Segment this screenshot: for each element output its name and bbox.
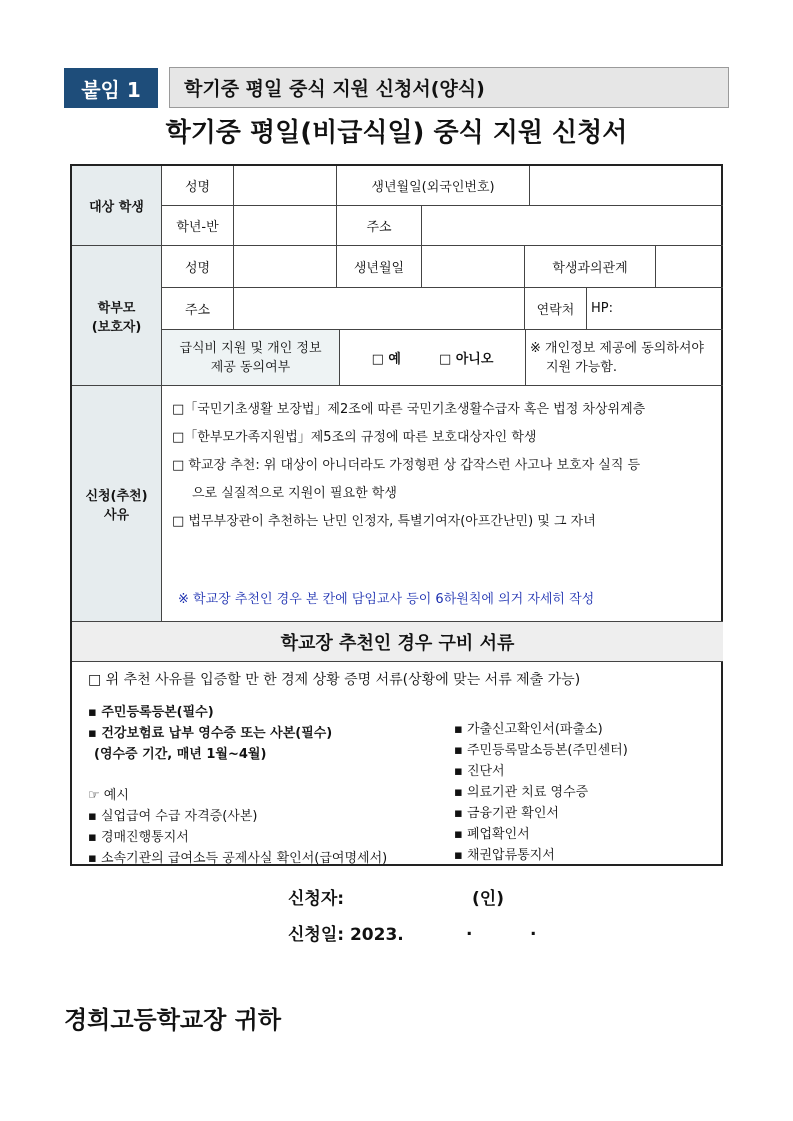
document-title: 학기중 평일(비급식일) 중식 지원 신청서 xyxy=(165,118,628,148)
applicant-label: 신청자: xyxy=(288,889,345,909)
reason-option-principal-recommend-cont: 으로 실질적으로 지원이 필요한 학생 xyxy=(192,486,397,501)
required-doc-note: (영수증 기간, 매년 1월~4월) xyxy=(94,747,267,762)
example-doc-item: ▪ 금융기관 확인서 xyxy=(454,806,559,821)
consent-options xyxy=(340,330,526,386)
reason-body[interactable] xyxy=(162,386,723,622)
student-birth-label: 생년월일(외국인번호) xyxy=(337,166,530,206)
consent-yes-checkbox[interactable]: □ 예 xyxy=(371,352,401,367)
date-month-dot: . xyxy=(466,920,473,940)
consent-note: ※ 개인정보 제공에 동의하셔야 지원 가능함. xyxy=(526,330,723,386)
example-doc-item: ▪ 주민등록말소등본(주민센터) xyxy=(454,743,628,758)
example-doc-item: ▪ 채권압류통지서 xyxy=(454,848,555,863)
guardian-birth-field[interactable] xyxy=(422,246,525,288)
student-name-label: 성명 xyxy=(162,166,234,206)
example-doc-item: ▪ 폐업확인서 xyxy=(454,827,530,842)
guardian-address-field[interactable] xyxy=(234,288,525,330)
reason-option-single-parent[interactable]: □「한부모가족지원법」제5조의 규정에 따른 보호대상자인 학생 xyxy=(172,430,537,445)
guardian-contact-label: 연락처 xyxy=(525,288,587,330)
application-form xyxy=(70,164,723,866)
example-doc-item: ▪ 소속기관의 급여소득 공제사실 확인서(급여명세서) xyxy=(88,851,388,866)
attachment-badge: 붙임 1 xyxy=(64,68,158,108)
required-doc-item: ▪ 건강보험료 납부 영수증 또는 사본(필수) xyxy=(88,726,333,741)
documents-intro: □ 위 추천 사유를 입증할 만 한 경제 상황 증명 서류(상황에 맞는 서류 제출 가능) xyxy=(88,672,581,688)
guardian-relation-label: 학생과의관계 xyxy=(525,246,656,288)
addressee: 경희고등학교장 귀하 xyxy=(64,1006,282,1034)
example-doc-item: ▪ 진단서 xyxy=(454,764,505,779)
documents-body xyxy=(88,670,718,691)
student-address-field[interactable] xyxy=(422,206,723,246)
reason-note: ※ 학교장 추천인 경우 본 칸에 담임교사 등이 6하원칙에 의거 자세히 작성 xyxy=(178,592,595,607)
reason-option-basic-livelihood[interactable]: □「국민기초생활 보장법」제2조에 따른 국민기초생활수급자 혹은 법정 차상위계층 xyxy=(172,402,646,417)
student-birth-field[interactable] xyxy=(530,166,723,206)
guardian-address-label: 주소 xyxy=(162,288,234,330)
reason-option-refugee[interactable]: □ 법무부장관이 추천하는 난민 인정자, 특별기여자(아프간난민) 및 그 자녀 xyxy=(172,514,596,529)
documents-title: 학교장 추천인 경우 구비 서류 xyxy=(72,622,723,662)
guardian-relation-field[interactable] xyxy=(656,246,723,288)
guardian-name-label: 성명 xyxy=(162,246,234,288)
date-day-dot: . xyxy=(530,920,537,940)
consent-label: 급식비 지원 및 개인 정보 제공 동의여부 xyxy=(162,330,340,386)
student-name-field[interactable] xyxy=(234,166,337,206)
example-doc-item: ▪ 가출신고확인서(파출소) xyxy=(454,722,603,737)
reason-section-label: 신청(추천) 사유 xyxy=(72,386,162,622)
application-date-label: 신청일: 2023. xyxy=(288,925,404,945)
reason-option-principal-recommend[interactable]: □ 학교장 추천: 위 대상이 아니더라도 가정형편 상 갑작스런 사고나 보호자 실직 등 xyxy=(172,458,641,473)
student-class-field[interactable] xyxy=(234,206,337,246)
documents-right-column xyxy=(454,719,714,866)
student-section-label: 대상 학생 xyxy=(72,166,162,246)
example-label: ☞ 예시 xyxy=(88,788,129,803)
consent-no-checkbox[interactable]: □ 아니오 xyxy=(438,352,494,367)
student-address-label: 주소 xyxy=(337,206,422,246)
seal-mark: (인) xyxy=(472,889,504,909)
required-doc-item: ▪ 주민등록등본(필수) xyxy=(88,705,214,720)
example-doc-item: ▪ 의료기관 치료 영수증 xyxy=(454,785,589,800)
example-doc-item: ▪ 경매진행통지서 xyxy=(88,830,189,845)
guardian-section-label: 학부모 (보호자) xyxy=(72,246,162,386)
guardian-name-field[interactable] xyxy=(234,246,337,288)
form-name: 학기중 평일 중식 지원 신청서(양식) xyxy=(169,67,729,108)
example-doc-item: ▪ 실업급여 수급 자격증(사본) xyxy=(88,809,258,824)
reason-options xyxy=(162,386,653,536)
guardian-birth-label: 생년월일 xyxy=(337,246,422,288)
student-class-label: 학년-반 xyxy=(162,206,234,246)
documents-left-column xyxy=(88,702,458,869)
guardian-contact-field[interactable]: HP: xyxy=(587,288,723,330)
